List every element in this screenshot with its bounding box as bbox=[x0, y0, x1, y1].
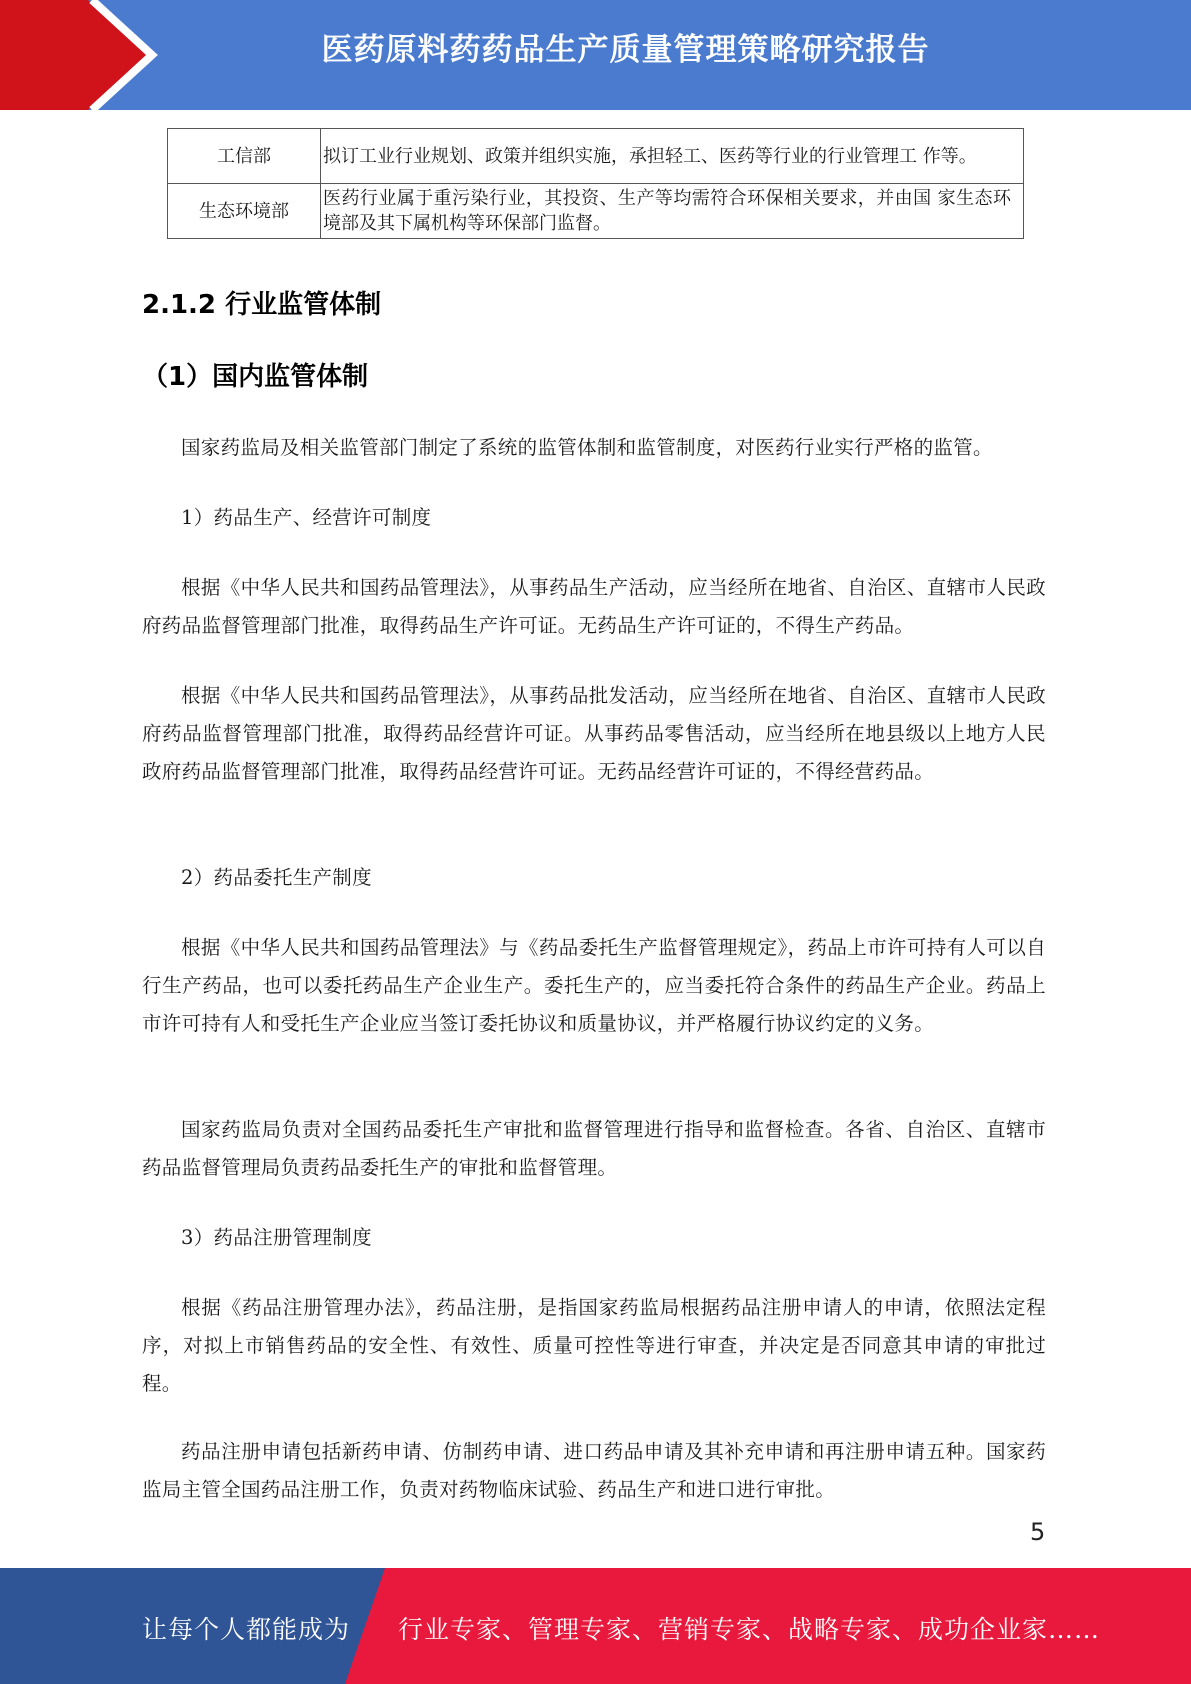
department-duty-table bbox=[167, 128, 1024, 239]
table-row bbox=[168, 184, 1024, 239]
table-row bbox=[168, 129, 1024, 184]
section-heading: 2.1.2 行业监管体制 bbox=[142, 290, 382, 320]
body-paragraph: 根据《中华人民共和国药品管理法》，从事药品生产活动，应当经所在地省、自治区、直辖市人民政府药品监督管理部门批准，取得药品生产许可证。无药品生产许可证的，不得生产药品。 bbox=[142, 576, 1046, 637]
page-number: 5 bbox=[1030, 1518, 1046, 1546]
body-paragraph: 国家药监局负责对全国药品委托生产审批和监督管理进行指导和监督检查。各省、自治区、直辖市药品监督管理局负责药品委托生产的审批和监督管理。 bbox=[142, 1118, 1046, 1179]
list-item-heading: 1）药品生产、经营许可制度 bbox=[181, 506, 432, 529]
body-paragraph: 根据《药品注册管理办法》，药品注册，是指国家药监局根据药品注册申请人的申请，依照法定程序，对拟上市销售药品的安全性、有效性、质量可控性等进行审查，并决定是否同意其申请的审批过程。 bbox=[142, 1296, 1046, 1395]
body-paragraph: 根据《中华人民共和国药品管理法》，从事药品批发活动，应当经所在地省、自治区、直辖市人民政府药品监督管理部门批准，取得药品经营许可证。从事药品零售活动，应当经所在地县级以上地方人民政府药品监督管理部门批准，取得药品经营许可证。无药品经营许可证的，不得经营药品。 bbox=[142, 684, 1046, 783]
report-title: 医药原料药药品生产质量管理策略研究报告 bbox=[321, 32, 930, 68]
duty-cell: 医药行业属于重污染行业，其投资、生产等均需符合环保相关要求，并由国 家生态环境部及其下属机构等环保部门监督。 bbox=[321, 184, 1024, 239]
body-paragraph: 药品注册申请包括新药申请、仿制药申请、进口药品申请及其补充申请和再注册申请五种。国家药监局主管全国药品注册工作，负责对药物临床试验、药品生产和进口进行审批。 bbox=[142, 1440, 1046, 1501]
footer-banner bbox=[0, 1568, 1191, 1684]
footer-slogan-left: 让每个人都能成为 bbox=[142, 1615, 351, 1644]
chevron-arrow-icon bbox=[0, 0, 160, 110]
subsection-heading: （1）国内监管体制 bbox=[142, 362, 369, 392]
department-cell: 工信部 bbox=[168, 129, 321, 184]
report-header bbox=[0, 0, 1191, 110]
department-cell: 生态环境部 bbox=[168, 184, 321, 239]
body-paragraph: 根据《中华人民共和国药品管理法》与《药品委托生产监督管理规定》，药品上市许可持有人可以自行生产药品，也可以委托药品生产企业生产。委托生产的，应当委托符合条件的药品生产企业。药品上市许可持有人和受托生产企业应当签订委托协议和质量协议，并严格履行协议约定的义务。 bbox=[142, 936, 1046, 1035]
footer-slogan-right: 行业专家、管理专家、营销专家、战略专家、成功企业家…… bbox=[398, 1615, 1101, 1644]
body-paragraph: 国家药监局及相关监管部门制定了系统的监管体制和监管制度，对医药行业实行严格的监管。 bbox=[181, 436, 993, 459]
list-item-heading: 2）药品委托生产制度 bbox=[181, 866, 372, 889]
duty-cell: 拟订工业行业规划、政策并组织实施，承担轻工、医药等行业的行业管理工 作等。 bbox=[321, 129, 1024, 184]
list-item-heading: 3）药品注册管理制度 bbox=[181, 1226, 372, 1249]
